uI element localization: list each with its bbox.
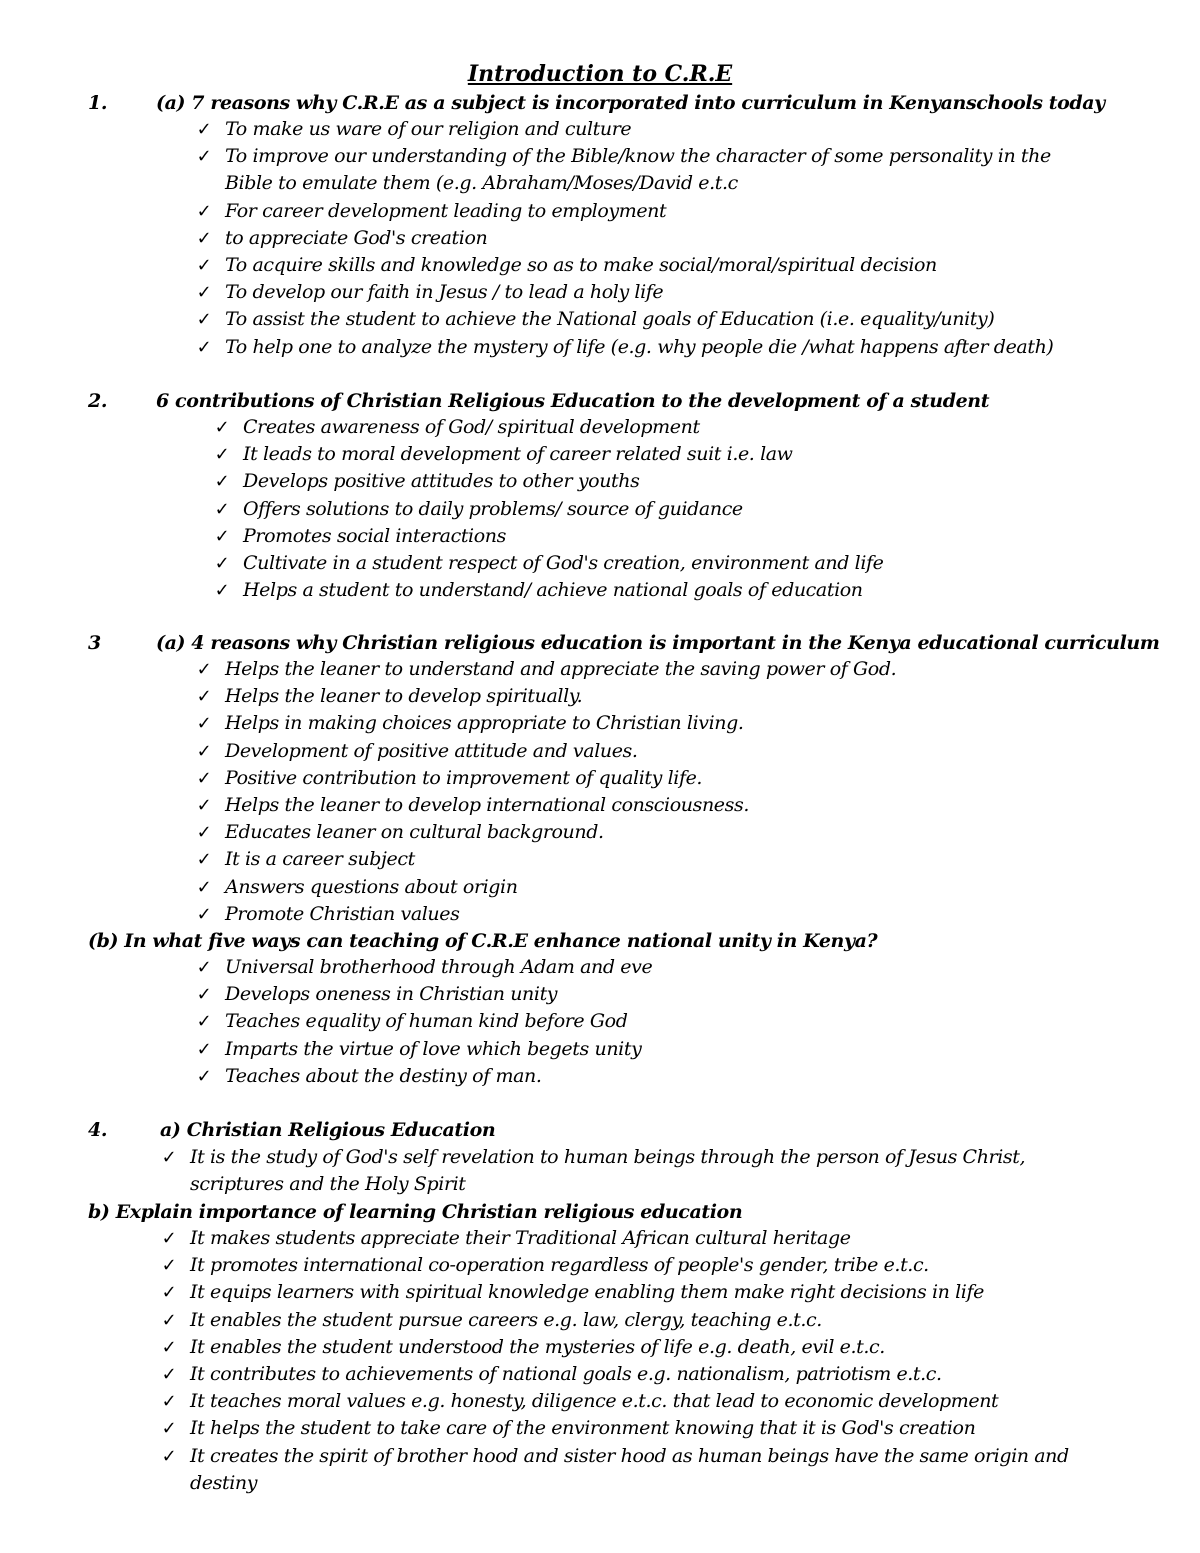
section-1-list <box>193 116 1093 361</box>
checkmark-icon: ✓ <box>196 1038 212 1060</box>
checkmark-icon: ✓ <box>196 255 212 277</box>
checkmark-icon: ✓ <box>196 876 212 898</box>
checkmark-icon: ✓ <box>196 282 212 304</box>
list-item: ✓ It contributes to achievements of national goals e.g. nationalism, patriotism e.t.c. <box>158 1361 1088 1388</box>
checkmark-icon: ✓ <box>196 795 212 817</box>
list-item: ✓ It is the study of God's self revelation to human beings through the person of Jesus Christ, scriptures and the Holy Spirit <box>158 1144 1058 1198</box>
checkmark-icon: ✓ <box>196 686 212 708</box>
list-item: ✓ To acquire skills and knowledge so as to make social/moral/spiritual decision <box>193 252 1093 279</box>
checkmark-icon: ✓ <box>161 1282 177 1304</box>
checkmark-icon: ✓ <box>214 471 230 493</box>
checkmark-icon: ✓ <box>196 984 212 1006</box>
list-item: ✓ Promotes social interactions <box>211 523 1111 550</box>
checkmark-icon: ✓ <box>196 849 212 871</box>
list-item: ✓ To help one to analyze the mystery of life (e.g. why people die /what happens after death) <box>193 334 1093 361</box>
list-item: ✓ To assist the student to achieve the National goals of Education (i.e. equality/unity) <box>193 306 1093 333</box>
checkmark-icon: ✓ <box>161 1336 177 1358</box>
list-item: ✓ Development of positive attitude and values. <box>193 738 1093 765</box>
checkmark-icon: ✓ <box>161 1309 177 1331</box>
section-heading-text: (a) 4 reasons why Christian religious education is important in the Kenya educational curriculum <box>156 632 1160 654</box>
checkmark-icon: ✓ <box>196 713 212 735</box>
checkmark-icon: ✓ <box>196 659 212 680</box>
list-item: ✓ Teaches about the destiny of man. <box>193 1063 1093 1090</box>
list-item: ✓ Develops positive attitudes to other youths <box>211 468 1111 495</box>
section-heading-text: a) Christian Religious Education <box>160 1119 496 1141</box>
list-item: ✓ Creates awareness of God/ spiritual development <box>211 414 1111 441</box>
list-item: ✓ Offers solutions to daily problems/ source of guidance <box>211 496 1111 523</box>
checkmark-icon: ✓ <box>161 1418 177 1440</box>
section-4b-list <box>158 1225 1088 1497</box>
section-3-list <box>193 656 1093 928</box>
list-item: ✓ It helps the student to take care of the environment knowing that it is God's creation <box>158 1415 1088 1442</box>
list-item: ✓ To make us ware of our religion and culture <box>193 116 1093 143</box>
list-item: ✓ It enables the student understood the mysteries of life e.g. death, evil e.t.c. <box>158 1334 1088 1361</box>
list-item: ✓ To improve our understanding of the Bible/know the character of some personality in the Bible to emulate them (e.g. Abraham/Moses/David e.t.c <box>193 143 1093 197</box>
list-item: ✓ Helps in making choices appropriate to Christian living. <box>193 710 1093 737</box>
checkmark-icon: ✓ <box>196 1065 212 1087</box>
section-number: 4. <box>88 1119 108 1141</box>
section-heading-text: (b) In what five ways can teaching of C.R.E enhance national unity in Kenya? <box>88 930 878 952</box>
list-item: ✓ It creates the spirit of brother hood and sister hood as human beings have the same origin and destiny <box>158 1443 1088 1497</box>
section-4-list <box>158 1144 1058 1198</box>
checkmark-icon: ✓ <box>161 1445 177 1467</box>
checkmark-icon: ✓ <box>196 119 212 140</box>
checkmark-icon: ✓ <box>214 498 230 520</box>
checkmark-icon: ✓ <box>214 444 230 466</box>
list-item: ✓ Promote Christian values <box>193 901 1093 928</box>
checkmark-icon: ✓ <box>214 553 230 575</box>
checkmark-icon: ✓ <box>196 957 212 978</box>
section-heading-text: (a) 7 reasons why C.R.E as a subject is incorporated into curriculum in Kenyanschools today <box>156 92 1105 114</box>
list-item: ✓ Universal brotherhood through Adam and eve <box>193 954 1093 981</box>
checkmark-icon: ✓ <box>196 903 212 925</box>
list-item: ✓ Helps a student to understand/ achieve national goals of education <box>211 577 1111 604</box>
list-item: ✓ Educates leaner on cultural background. <box>193 819 1093 846</box>
section-heading-text: 6 contributions of Christian Religious Education to the development of a student <box>156 390 990 412</box>
list-item: ✓ For career development leading to employment <box>193 198 1093 225</box>
section-number: 2. <box>88 390 108 412</box>
checkmark-icon: ✓ <box>161 1391 177 1413</box>
list-item: ✓ It leads to moral development of career related suit i.e. law <box>211 441 1111 468</box>
section-number: 3 <box>88 632 101 654</box>
checkmark-icon: ✓ <box>161 1228 177 1249</box>
checkmark-icon: ✓ <box>196 822 212 844</box>
list-item: ✓ Develops oneness in Christian unity <box>193 981 1093 1008</box>
checkmark-icon: ✓ <box>196 227 212 249</box>
list-item: ✓ Helps the leaner to develop spiritually. <box>193 683 1093 710</box>
checkmark-icon: ✓ <box>196 336 212 358</box>
document-title: Introduction to C.R.E <box>467 61 733 87</box>
checkmark-icon: ✓ <box>214 580 230 602</box>
checkmark-icon: ✓ <box>196 200 212 222</box>
checkmark-icon: ✓ <box>196 146 212 168</box>
list-item: ✓ It enables the student pursue careers e.g. law, clergy, teaching e.t.c. <box>158 1307 1088 1334</box>
list-item: ✓ It is a career subject <box>193 846 1093 873</box>
checkmark-icon: ✓ <box>196 309 212 331</box>
checkmark-icon: ✓ <box>214 525 230 547</box>
checkmark-icon: ✓ <box>161 1255 177 1277</box>
list-item: ✓ Helps the leaner to develop international consciousness. <box>193 792 1093 819</box>
checkmark-icon: ✓ <box>161 1147 177 1168</box>
list-item: ✓ Imparts the virtue of love which begets unity <box>193 1036 1093 1063</box>
list-item: ✓ To develop our faith in Jesus / to lead a holy life <box>193 279 1093 306</box>
list-item: ✓ It makes students appreciate their Traditional African cultural heritage <box>158 1225 1088 1252</box>
list-item: ✓ Teaches equality of human kind before God <box>193 1008 1093 1035</box>
checkmark-icon: ✓ <box>214 417 230 438</box>
list-item: ✓ It teaches moral values e.g. honesty, diligence e.t.c. that lead to economic development <box>158 1388 1088 1415</box>
section-3b-list <box>193 954 1093 1090</box>
section-4b-heading <box>88 1199 742 1225</box>
list-item: ✓ Answers questions about origin <box>193 874 1093 901</box>
checkmark-icon: ✓ <box>196 1011 212 1033</box>
section-3b-heading <box>88 928 877 954</box>
section-2-list <box>211 414 1111 604</box>
checkmark-icon: ✓ <box>196 767 212 789</box>
checkmark-icon: ✓ <box>196 740 212 762</box>
list-item: ✓ Helps the leaner to understand and appreciate the saving power of God. <box>193 656 1093 683</box>
list-item: ✓ It promotes international co-operation regardless of people's gender, tribe e.t.c. <box>158 1252 1088 1279</box>
list-item: ✓ to appreciate God's creation <box>193 225 1093 252</box>
list-item: ✓ It equips learners with spiritual knowledge enabling them make right decisions in life <box>158 1279 1088 1306</box>
list-item: ✓ Positive contribution to improvement of quality life. <box>193 765 1093 792</box>
list-item: ✓ Cultivate in a student respect of God's creation, environment and life <box>211 550 1111 577</box>
checkmark-icon: ✓ <box>161 1364 177 1386</box>
section-number: 1. <box>88 92 108 114</box>
section-heading-text: b) Explain importance of learning Christian religious education <box>88 1201 743 1223</box>
